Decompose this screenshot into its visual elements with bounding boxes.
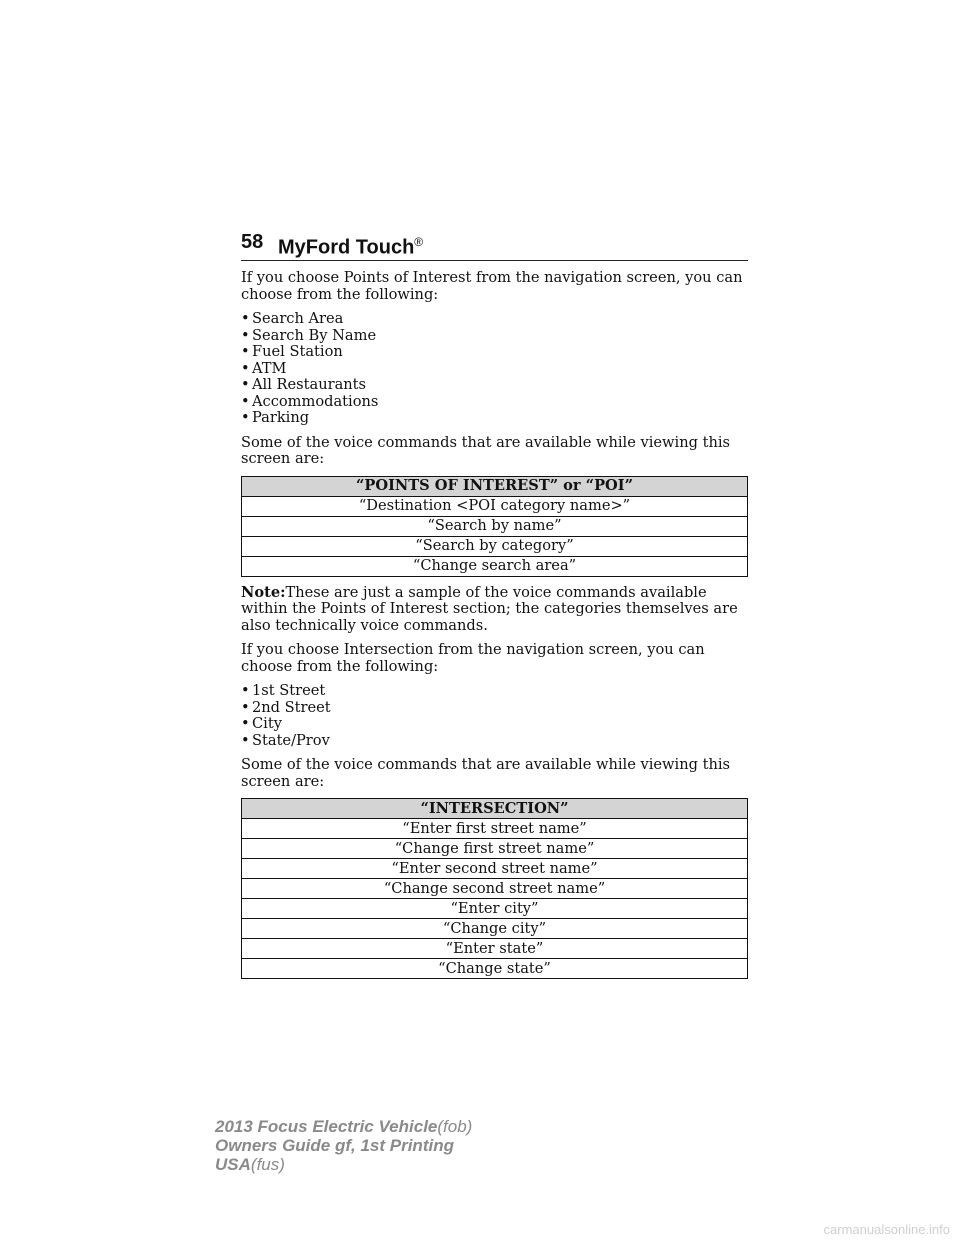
intersection-commands-intro: Some of the voice commands that are available while viewing this screen are: — [241, 756, 731, 790]
table-cell: “Change search area” — [242, 556, 748, 576]
list-item: • Search By Name — [241, 326, 377, 344]
table-row — [242, 839, 748, 859]
section-title: MyFord Touch® — [278, 235, 424, 259]
table-row — [242, 919, 748, 939]
intersection-options-list — [241, 683, 748, 749]
table-row — [242, 959, 748, 979]
list-item: • City — [241, 715, 282, 732]
table-header-cell: “INTERSECTION” — [242, 799, 748, 819]
intersection-commands-table — [241, 798, 748, 979]
page-number: 58 — [241, 231, 264, 253]
bullet-icon: • — [241, 392, 250, 410]
poi-commands-table — [241, 476, 748, 577]
page-content — [241, 270, 748, 987]
table-cell: “Search by name” — [242, 516, 748, 536]
footer-line-2: Owners Guide gf, 1st Printing — [215, 1136, 454, 1155]
table-row — [242, 496, 748, 516]
bullet-icon: • — [241, 731, 250, 749]
registered-mark: ® — [414, 235, 424, 249]
table-cell: “Enter city” — [242, 899, 748, 919]
watermark: carmanualsonline.info — [823, 1222, 950, 1237]
poi-commands-intro: Some of the voice commands that are available while viewing this screen are: — [241, 433, 731, 467]
table-header-row — [242, 476, 748, 496]
table-row — [242, 879, 748, 899]
list-item: • Accommodations — [241, 392, 379, 410]
table-row — [242, 556, 748, 576]
list-item: • All Restaurants — [241, 376, 367, 393]
list-item: • 2nd Street — [241, 698, 331, 716]
table-cell: “Enter state” — [242, 939, 748, 959]
bullet-icon: • — [241, 359, 250, 377]
table-cell: “Change first street name” — [242, 839, 748, 859]
bullet-icon: • — [241, 409, 250, 426]
table-row — [242, 859, 748, 879]
table-row — [242, 939, 748, 959]
table-cell: “Enter second street name” — [242, 859, 748, 879]
bullet-icon: • — [241, 376, 250, 393]
note-label: Note: — [241, 583, 286, 601]
table-cell: “Enter first street name” — [242, 819, 748, 839]
table-cell: “Search by category” — [242, 536, 748, 556]
table-cell: “Change second street name” — [242, 879, 748, 899]
table-row — [242, 516, 748, 536]
footer-line-1: 2013 Focus Electric Vehicle(fob) — [215, 1117, 473, 1136]
bullet-icon: • — [241, 698, 250, 716]
bullet-icon: • — [241, 715, 250, 732]
note-paragraph — [241, 585, 748, 635]
intersection-intro: If you choose Intersection from the navigation screen, you can choose from the following: — [241, 641, 705, 675]
table-row — [242, 819, 748, 839]
list-item: • Parking — [241, 409, 310, 426]
print-footer — [215, 1117, 472, 1174]
table-cell: “Change state” — [242, 959, 748, 979]
list-item: • Search Area — [241, 310, 344, 327]
bullet-icon: • — [241, 682, 250, 699]
poi-intro: If you choose Points of Interest from the navigation screen, you can choose from the following: — [241, 269, 743, 303]
list-item: • ATM — [241, 359, 287, 377]
table-header-row — [242, 799, 748, 819]
poi-options-list — [241, 311, 748, 427]
list-item: • 1st Street — [241, 682, 326, 699]
table-header-cell: “POINTS OF INTEREST” or “POI” — [242, 476, 748, 496]
table-cell: “Destination <POI category name>” — [242, 496, 748, 516]
page-header — [241, 230, 748, 261]
table-row — [242, 899, 748, 919]
footer-line-3: USA(fus) — [215, 1155, 285, 1174]
list-item: • State/Prov — [241, 731, 330, 749]
bullet-icon: • — [241, 343, 250, 360]
table-cell: “Change city” — [242, 919, 748, 939]
note-text: These are just a sample of the voice commands available within the Points of Interest section; the categories themselves are also technically voice commands. — [241, 583, 738, 634]
list-item: • Fuel Station — [241, 343, 343, 360]
bullet-icon: • — [241, 326, 250, 344]
table-row — [242, 536, 748, 556]
bullet-icon: • — [241, 310, 250, 327]
